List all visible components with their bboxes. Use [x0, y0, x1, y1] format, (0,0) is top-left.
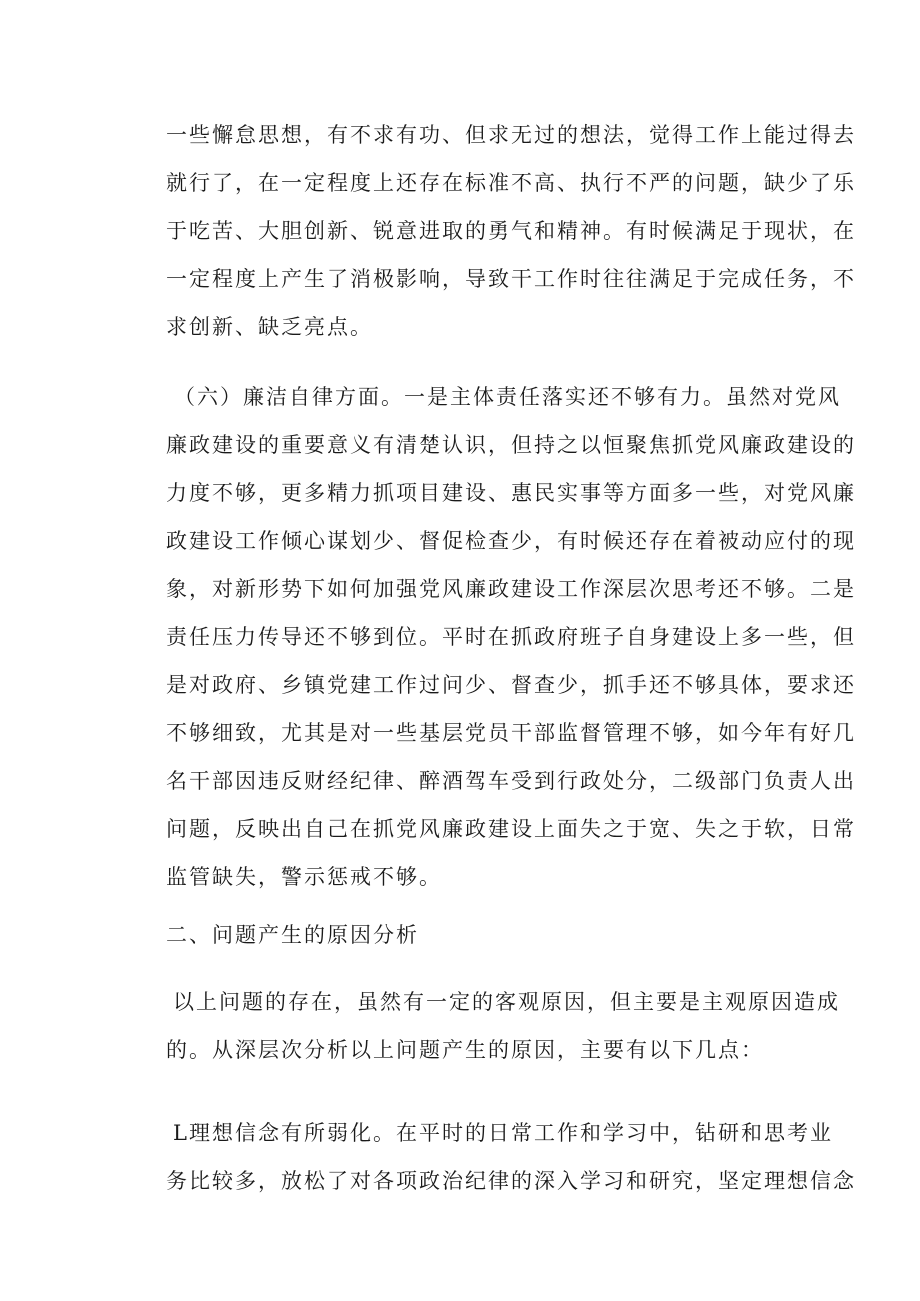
- heading-line: 二、问题产生的原因分析: [166, 923, 419, 947]
- paragraph-line: 象，对新形势下如何加强党风廉政建设工作深层次思考还不够。二是: [166, 577, 856, 601]
- paragraph-4: [166, 978, 840, 1074]
- paragraph-line: 廉政建设的重要意义有清楚认识，但持之以恒聚焦抓党风廉政建设的: [166, 433, 856, 457]
- paragraph-line: 于吃苦、大胆创新、锐意进取的勇气和精神。有时候满足于现状，在: [166, 219, 856, 243]
- paragraph-line: （六）廉洁自律方面。一是主体责任落实还不够有力。虽然对党风: [174, 385, 841, 409]
- section-heading: [166, 911, 794, 959]
- paragraph-5: [166, 1109, 856, 1205]
- paragraph-2: [166, 373, 856, 901]
- paragraph-line: 的。从深层次分析以上问题产生的原因，主要有以下几点：: [166, 1038, 764, 1062]
- paragraph-line: 政建设工作倾心谋划少、督促检查少，有时候还存在着被动应付的现: [166, 529, 856, 553]
- paragraph-line: 务比较多，放松了对各项政治纪律的深入学习和研究，坚定理想信念: [166, 1169, 856, 1193]
- paragraph-line: 不够细致，尤其是对一些基层党员干部监督管理不够，如今年有好几: [166, 721, 856, 745]
- paragraph-line: 责任压力传导还不够到位。平时在抓政府班子自身建设上多一些，但: [166, 625, 856, 649]
- paragraph-line: 一定程度上产生了消极影响，导致干工作时往往满足于完成任务，不: [166, 267, 856, 291]
- paragraph-line: 力度不够，更多精力抓项目建设、惠民实事等方面多一些，对党风廉: [166, 481, 856, 505]
- paragraph-line: 监管缺失，警示惩戒不够。: [166, 865, 442, 889]
- paragraph-line: 是对政府、乡镇党建工作过问少、督查少，抓手还不够具体，要求还: [166, 673, 856, 697]
- paragraph-line: 问题，反映出自己在抓党风廉政建设上面失之于宽、失之于软，日常: [166, 817, 856, 841]
- paragraph-line: 一些懈怠思想，有不求有功、但求无过的想法，觉得工作上能过得去: [166, 123, 856, 147]
- paragraph-line: L理想信念有所弱化。在平时的日常工作和学习中，钻研和思考业: [173, 1121, 833, 1145]
- paragraph-line: 名干部因违反财经纪律、醉酒驾车受到行政处分，二级部门负责人出: [166, 769, 856, 793]
- paragraph-1: [166, 111, 856, 351]
- paragraph-line: 以上问题的存在，虽然有一定的客观原因，但主要是主观原因造成: [173, 990, 840, 1014]
- paragraph-line: 求创新、缺乏亮点。: [166, 315, 373, 339]
- paragraph-line: 就行了，在一定程度上还存在标准不高、执行不严的问题，缺少了乐: [166, 171, 856, 195]
